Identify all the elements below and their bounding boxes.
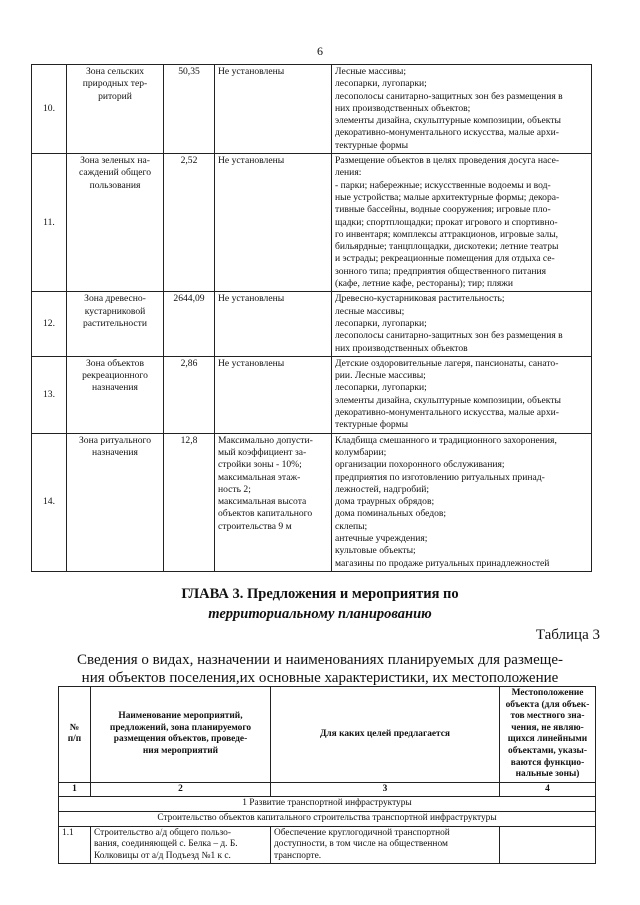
row-name bbox=[91, 826, 271, 864]
zone-parameters-line: максимальная высота bbox=[218, 496, 307, 508]
table-row bbox=[32, 292, 592, 356]
zone-parameters bbox=[215, 292, 332, 356]
header-name bbox=[91, 687, 271, 783]
table-label: Таблица 3 bbox=[535, 627, 600, 643]
table-caption-line-2: ния объектов поселения,их основные характеристики, их местоположение bbox=[81, 670, 559, 686]
header-row bbox=[59, 687, 596, 783]
zone-permitted-uses-line: лежностей, надгробий; bbox=[335, 483, 430, 495]
zone-area: 50,35 bbox=[164, 65, 215, 154]
zone-parameters-line: Не установлены bbox=[218, 357, 285, 369]
zone-permitted-uses-line: элементы дизайна, скульптурные композиции, объекты bbox=[335, 394, 561, 406]
zone-permitted-uses-line: тектурные формы bbox=[335, 419, 409, 431]
zone-permitted-uses-line: ные устройства; малые архитектурные формы; декора- bbox=[335, 191, 560, 203]
zone-permitted-uses-line: зонного типа; предприятия общественного питания bbox=[335, 265, 547, 277]
zone-name-line: пользования bbox=[89, 179, 141, 191]
zone-permitted-uses-line: элементы дизайна, скульптурные композиции, объекты bbox=[335, 115, 561, 127]
header-location-line: объектами, указы- bbox=[508, 745, 587, 756]
header-name-line: размещения объектов, проведе- bbox=[113, 734, 248, 745]
zone-area: 12,8 bbox=[164, 433, 215, 571]
subsection-row bbox=[59, 811, 596, 826]
table-row bbox=[32, 65, 592, 154]
zone-permitted-uses-line: дома траурных обрядов; bbox=[335, 496, 435, 508]
table-caption-line-1: Сведения о видах, назначении и наименованиях планируемых для размеще- bbox=[76, 652, 564, 668]
header-num-line: п/п bbox=[67, 734, 82, 745]
col-number: 2 bbox=[91, 782, 271, 797]
row-number: 11. bbox=[32, 154, 67, 292]
zone-parameters-line: Не установлены bbox=[218, 66, 285, 77]
header-num-line: № bbox=[69, 722, 80, 733]
zone-name-line: кустарниковой bbox=[84, 305, 146, 317]
zone-area: 2,52 bbox=[164, 154, 215, 292]
zone-name-line: рекреационного bbox=[82, 370, 148, 382]
zone-permitted-uses-line: (кафе, летние кафе, рестораны); тир; пляжи bbox=[335, 278, 514, 290]
column-numbers-row bbox=[59, 782, 596, 797]
zone-permitted-uses-line: щадки; спортплощадки; прокат игрового и спортивно- bbox=[335, 216, 558, 228]
zone-permitted-uses-line: бильярдные; танцплощадки, дискотеки; летние театры bbox=[335, 241, 559, 253]
col-number: 3 bbox=[271, 782, 500, 797]
zone-parameters-line: строительства 9 м bbox=[218, 520, 292, 532]
zone-permitted-uses-line: ления: bbox=[335, 167, 362, 179]
zone-name-line: Зона древесно- bbox=[84, 293, 146, 305]
header-location-line: Местоположение bbox=[511, 688, 584, 698]
chapter-subtitle: территориальному планированию bbox=[208, 606, 432, 622]
zone-permitted-uses bbox=[332, 356, 592, 433]
subsection-heading: Строительство объектов капитального строительства транспортной инфраструктуры bbox=[59, 811, 596, 826]
row-name-line: Колковицы от а/д Подъезд №1 к с. bbox=[94, 850, 231, 861]
row-name-line: Строительство а/д общего пользо- bbox=[94, 827, 231, 838]
zone-name-line: Зона зеленых на- bbox=[80, 155, 150, 167]
table-row bbox=[32, 433, 592, 571]
zone-parameters-line: Не установлены bbox=[218, 293, 285, 305]
header-location-line: нальные зоны) bbox=[515, 769, 580, 780]
row-number: 1.1 bbox=[59, 826, 91, 864]
zone-name bbox=[67, 433, 164, 571]
zone-permitted-uses-line: лесополосы санитарно-защитных зон без размещения в bbox=[335, 330, 563, 342]
zone-name-line: саждений общего bbox=[78, 167, 152, 179]
zone-permitted-uses-line: магазины по продаже ритуальных принадлежностей bbox=[335, 557, 550, 569]
zone-area: 2,86 bbox=[164, 356, 215, 433]
zone-permitted-uses-line: них производственных объектов; bbox=[335, 102, 471, 114]
zone-parameters-line: Не установлены bbox=[218, 155, 285, 167]
zone-name-line: назначения bbox=[92, 446, 138, 458]
col-number: 4 bbox=[500, 782, 596, 797]
zone-permitted-uses-line: лесопарки, лугопарки; bbox=[335, 78, 427, 90]
zone-name bbox=[67, 154, 164, 292]
zone-permitted-uses-line: дома поминальных обедов; bbox=[335, 508, 447, 520]
row-number: 12. bbox=[32, 292, 67, 356]
zone-name bbox=[67, 292, 164, 356]
zone-parameters-line: стройки зоны - 10%; bbox=[218, 459, 302, 471]
zone-area: 2644,09 bbox=[164, 292, 215, 356]
zone-parameters bbox=[215, 154, 332, 292]
zone-permitted-uses-line: культовые объекты; bbox=[335, 545, 416, 557]
zone-name-line: природных тер- bbox=[82, 78, 148, 90]
header-num bbox=[59, 687, 91, 783]
zone-permitted-uses-line: Детские оздоровительные лагеря, пансионаты, санато- bbox=[335, 357, 559, 369]
header-location-line: объекта (для объек- bbox=[505, 699, 590, 710]
zone-permitted-uses-line: предприятия по изготовлению ритуальных принад- bbox=[335, 471, 545, 483]
zone-permitted-uses-line: лесные массивы; bbox=[335, 305, 405, 317]
row-name-line: вания, соединяющей с. Белка – д. Б. bbox=[94, 839, 238, 850]
zones-table-body bbox=[32, 65, 592, 572]
zone-permitted-uses-line: лесополосы санитарно-защитных зон без размещения в bbox=[335, 90, 563, 102]
zone-parameters-line: объектов капитального bbox=[218, 508, 313, 520]
zone-name-line: риторий bbox=[98, 90, 132, 102]
zone-permitted-uses-line: лесопарки, лугопарки; bbox=[335, 317, 427, 329]
zone-parameters-line: ность 2; bbox=[218, 483, 251, 495]
zone-permitted-uses-line: колумбарии; bbox=[335, 446, 387, 458]
page-number: 6 bbox=[317, 44, 323, 58]
zone-permitted-uses-line: Лесные массивы; bbox=[335, 66, 406, 77]
zones-table bbox=[31, 64, 592, 572]
zone-permitted-uses-line: Размещение объектов в целях проведения досуга насе- bbox=[335, 155, 560, 167]
header-location-line: ваются функцио- bbox=[510, 757, 585, 768]
zone-parameters-line: Максимально допусти- bbox=[218, 434, 313, 446]
zone-name bbox=[67, 356, 164, 433]
row-purpose-line: Обеспечение круглогодичной транспортной bbox=[274, 827, 450, 838]
col-number: 1 bbox=[59, 782, 91, 797]
header-location-line: тов местного зна- bbox=[510, 711, 585, 722]
table-row bbox=[32, 356, 592, 433]
table-row bbox=[32, 154, 592, 292]
zone-parameters bbox=[215, 356, 332, 433]
header-name-line: предложений, зона планируемого bbox=[109, 722, 252, 733]
zone-parameters bbox=[215, 65, 332, 154]
row-number: 10. bbox=[32, 65, 67, 154]
row-location bbox=[500, 826, 596, 864]
zone-name-line: назначения bbox=[92, 382, 138, 394]
section-row bbox=[59, 797, 596, 812]
zone-permitted-uses bbox=[332, 154, 592, 292]
zone-name bbox=[67, 65, 164, 154]
header-location-line: щихся линейными bbox=[507, 734, 588, 745]
zone-permitted-uses bbox=[332, 65, 592, 154]
zone-permitted-uses-line: них производственных объектов bbox=[335, 342, 468, 354]
zone-name-line: Зона ритуального bbox=[79, 434, 151, 446]
zone-parameters bbox=[215, 433, 332, 571]
zone-permitted-uses-line: декоративно-монументального искусства, малые архи- bbox=[335, 127, 559, 139]
table-row bbox=[59, 826, 596, 864]
row-purpose-line: доступности, в том числе на общественном bbox=[274, 839, 448, 850]
zone-permitted-uses-line: Кладбища смешанного и традиционного захоронения, bbox=[335, 434, 557, 446]
header-purpose-line: Для каких целей предлагается bbox=[319, 728, 451, 739]
zone-permitted-uses bbox=[332, 292, 592, 356]
zone-permitted-uses-line: тектурные формы bbox=[335, 139, 409, 151]
zone-permitted-uses-line: рии. Лесные массивы; bbox=[335, 370, 426, 382]
zone-permitted-uses-line: склепы; bbox=[335, 520, 368, 532]
header-location-line: чения, не являю- bbox=[511, 722, 584, 733]
zone-name-line: Зона сельских bbox=[85, 66, 145, 77]
header-purpose bbox=[271, 687, 500, 783]
row-purpose-line: транспорте. bbox=[274, 850, 322, 861]
row-purpose bbox=[271, 826, 500, 864]
row-number: 14. bbox=[32, 433, 67, 571]
zone-name-line: Зона объектов bbox=[86, 357, 144, 369]
section-heading: 1 Развитие транспортной инфраструктуры bbox=[59, 797, 596, 812]
zone-permitted-uses-line: Древесно-кустарниковая растительность; bbox=[335, 293, 505, 305]
zone-permitted-uses-line: го инвентаря; комплексы аттракционов, игровые залы, bbox=[335, 228, 559, 240]
row-number: 13. bbox=[32, 356, 67, 433]
zone-permitted-uses-line: тивные бассейны, водные сооружения; игровые пло- bbox=[335, 204, 551, 216]
zone-permitted-uses-line: - парки; набережные; искусственные водоемы и вод- bbox=[335, 179, 551, 191]
zone-parameters-line: мый коэффициент за- bbox=[218, 446, 307, 458]
zone-permitted-uses bbox=[332, 433, 592, 571]
zone-permitted-uses-line: и эстрады; рекреационные помещения для отдыха се- bbox=[335, 253, 555, 265]
header-name-line: Наименование мероприятий, bbox=[118, 711, 243, 722]
zone-permitted-uses-line: антечные учреждения; bbox=[335, 532, 428, 544]
header-location bbox=[500, 687, 596, 783]
header-name-line: ния мероприятий bbox=[142, 745, 219, 756]
chapter-title: ГЛАВА 3. Предложения и мероприятия по bbox=[181, 586, 459, 602]
zone-parameters-line: максимальная этаж- bbox=[218, 471, 301, 483]
zone-permitted-uses-line: лесопарки, лугопарки; bbox=[335, 382, 427, 394]
planned-objects-table bbox=[58, 686, 596, 864]
zone-permitted-uses-line: декоративно-монументального искусства, малые архи- bbox=[335, 407, 559, 419]
zone-permitted-uses-line: организации похоронного обслуживания; bbox=[335, 459, 505, 471]
zone-name-line: растительности bbox=[82, 317, 147, 329]
